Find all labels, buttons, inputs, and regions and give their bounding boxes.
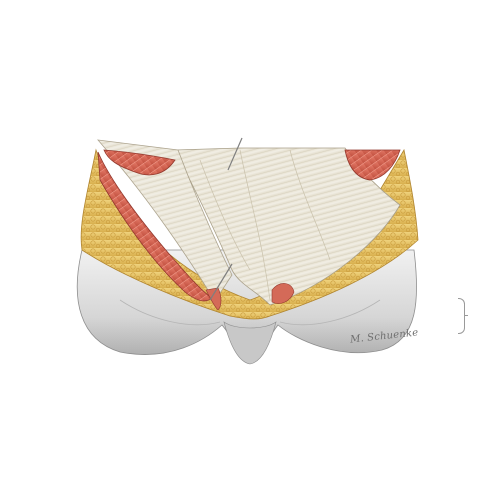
side-bracket-mark <box>458 298 465 334</box>
skin-midline-fold <box>224 322 276 364</box>
artist-signature: M. Schuenke <box>349 327 419 346</box>
